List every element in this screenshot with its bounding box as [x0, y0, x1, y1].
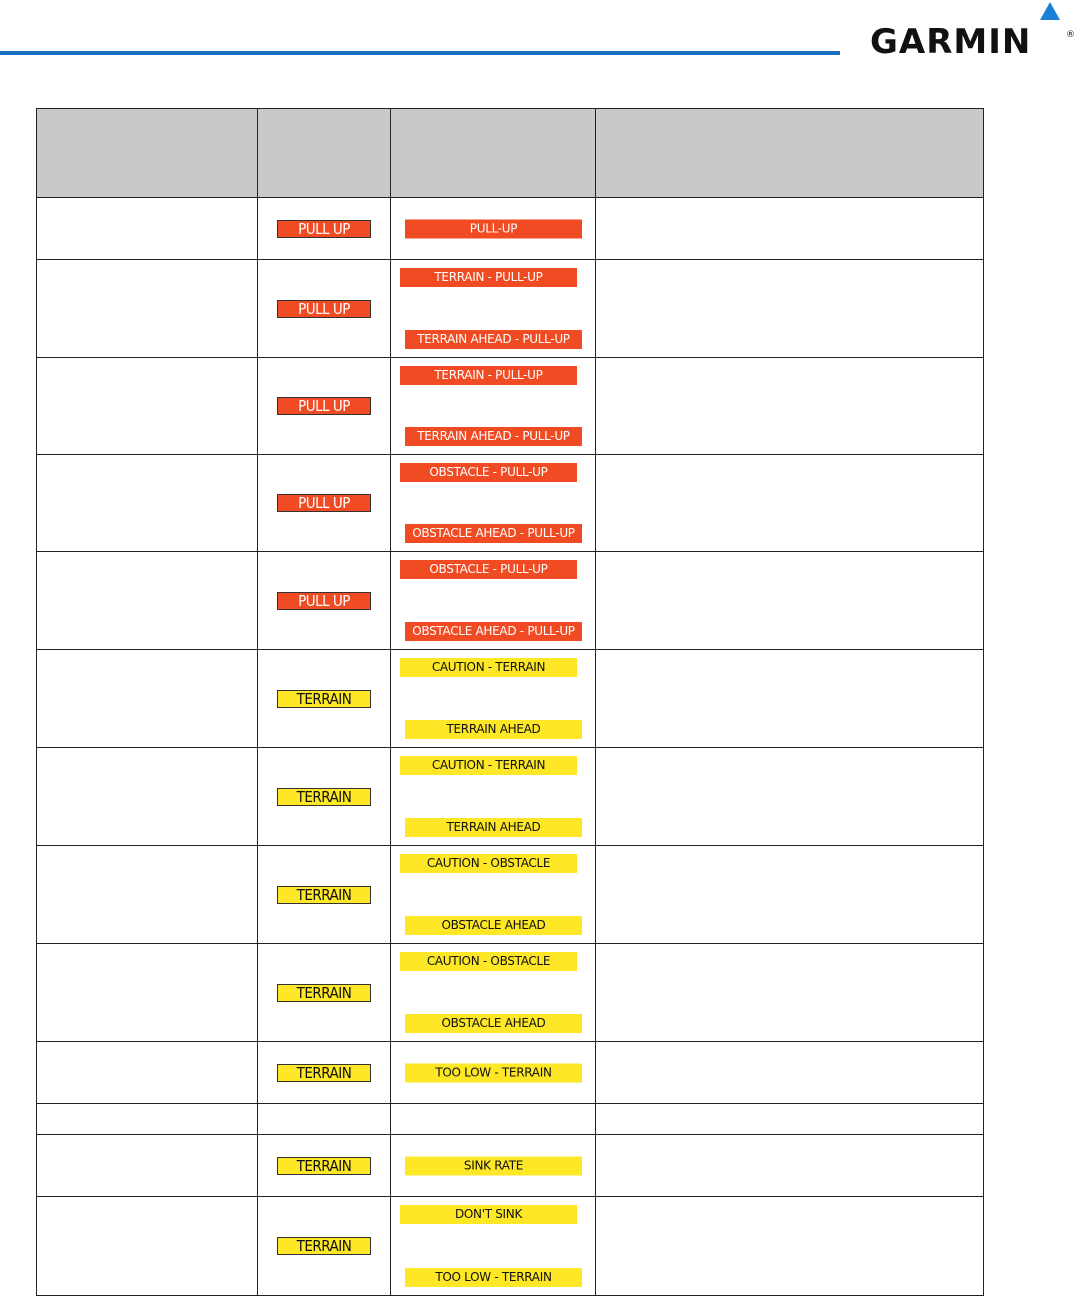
- mfd-alert-banner: OBSTACLE AHEAD - PULL-UP: [405, 622, 582, 641]
- alert-type-cell: [37, 650, 258, 748]
- pfd-annunciation-cell: [258, 1042, 391, 1104]
- table-row: [37, 1104, 984, 1135]
- table-row: [37, 455, 984, 552]
- alert-type-cell: [37, 944, 258, 1042]
- pfd-annunciation-cell: [258, 846, 391, 944]
- alert-type-cell: [37, 1135, 258, 1197]
- mfd-alert-banner: DON'T SINK: [400, 1205, 577, 1224]
- pfd-annunciation-cell: [258, 1135, 391, 1197]
- pfd-annunciation: PULL UP: [277, 494, 371, 512]
- mfd-pop-up-cell: [391, 455, 596, 552]
- alert-type-cell: [37, 1197, 258, 1296]
- header-rule: [0, 51, 840, 55]
- pfd-annunciation: TERRAIN: [277, 984, 371, 1002]
- pfd-annunciation-cell: [258, 260, 391, 358]
- mfd-pop-up-cell: [391, 198, 596, 260]
- pfd-annunciation-cell: [258, 1104, 391, 1135]
- mfd-alert-banner: TERRAIN - PULL-UP: [400, 268, 577, 287]
- table-row: [37, 944, 984, 1042]
- header-cell-voice-alert: [596, 109, 984, 198]
- mfd-pop-up-cell: [391, 552, 596, 650]
- mfd-alert-banner: CAUTION - TERRAIN: [400, 658, 577, 677]
- table-header-row: [37, 109, 984, 198]
- pfd-annunciation: PULL UP: [277, 220, 371, 238]
- mfd-alert-banner: TERRAIN AHEAD: [405, 818, 582, 837]
- table-row: [37, 846, 984, 944]
- pfd-annunciation: TERRAIN: [277, 788, 371, 806]
- mfd-alert-banner: OBSTACLE - PULL-UP: [400, 463, 577, 482]
- alert-type-cell: [37, 1042, 258, 1104]
- alert-type-cell: [37, 260, 258, 358]
- table-row: [37, 198, 984, 260]
- mfd-pop-up-cell: [391, 1042, 596, 1104]
- pfd-annunciation-cell: [258, 748, 391, 846]
- alert-type-cell: [37, 1104, 258, 1135]
- voice-alert-cell: [596, 944, 984, 1042]
- voice-alert-cell: [596, 846, 984, 944]
- pfd-annunciation-cell: [258, 552, 391, 650]
- alert-type-cell: [37, 358, 258, 455]
- mfd-alert-banner: TERRAIN AHEAD: [405, 720, 582, 739]
- mfd-alert-banner: TOO LOW - TERRAIN: [405, 1063, 582, 1082]
- mfd-alert-banner: OBSTACLE AHEAD - PULL-UP: [405, 524, 582, 543]
- pfd-annunciation-cell: [258, 198, 391, 260]
- pfd-annunciation-cell: [258, 455, 391, 552]
- mfd-pop-up-cell: [391, 260, 596, 358]
- pfd-annunciation: PULL UP: [277, 300, 371, 318]
- mfd-pop-up-cell: [391, 1135, 596, 1197]
- voice-alert-cell: [596, 1104, 984, 1135]
- alert-type-cell: [37, 748, 258, 846]
- mfd-alert-banner: OBSTACLE AHEAD: [405, 1014, 582, 1033]
- mfd-alert-banner: OBSTACLE AHEAD: [405, 916, 582, 935]
- mfd-alert-banner: TERRAIN AHEAD - PULL-UP: [405, 330, 582, 349]
- alert-type-cell: [37, 552, 258, 650]
- mfd-alert-banner: TERRAIN - PULL-UP: [400, 366, 577, 385]
- pfd-annunciation: TERRAIN: [277, 886, 371, 904]
- pfd-annunciation: PULL UP: [277, 397, 371, 415]
- logo-triangle-icon: [1040, 2, 1060, 20]
- pfd-annunciation: TERRAIN: [277, 1237, 371, 1255]
- pfd-annunciation-cell: [258, 1197, 391, 1296]
- header-cell-alert-type: [37, 109, 258, 198]
- table-row: [37, 650, 984, 748]
- header-cell-pfd-annunciation: [258, 109, 391, 198]
- mfd-pop-up-cell: [391, 358, 596, 455]
- voice-alert-cell: [596, 552, 984, 650]
- pfd-annunciation-cell: [258, 358, 391, 455]
- mfd-alert-banner: TOO LOW - TERRAIN: [405, 1268, 582, 1287]
- pfd-annunciation: PULL UP: [277, 592, 371, 610]
- mfd-pop-up-cell: [391, 944, 596, 1042]
- pfd-annunciation: TERRAIN: [277, 1064, 371, 1082]
- mfd-alert-banner: CAUTION - OBSTACLE: [400, 952, 577, 971]
- voice-alert-cell: [596, 358, 984, 455]
- mfd-alert-banner: PULL-UP: [405, 219, 582, 238]
- voice-alert-cell: [596, 1197, 984, 1296]
- mfd-pop-up-cell: [391, 1197, 596, 1296]
- table-row: [37, 358, 984, 455]
- registered-mark: ®: [1066, 30, 1075, 40]
- table-row: [37, 260, 984, 358]
- mfd-pop-up-cell: [391, 846, 596, 944]
- voice-alert-cell: [596, 748, 984, 846]
- mfd-pop-up-cell: [391, 1104, 596, 1135]
- mfd-alert-banner: CAUTION - TERRAIN: [400, 756, 577, 775]
- voice-alert-cell: [596, 1135, 984, 1197]
- voice-alert-cell: [596, 1042, 984, 1104]
- mfd-pop-up-cell: [391, 650, 596, 748]
- mfd-alert-banner: SINK RATE: [405, 1156, 582, 1175]
- header-cell-mfd-pop-up: [391, 109, 596, 198]
- table-row: [37, 748, 984, 846]
- alert-table: [36, 108, 984, 1296]
- voice-alert-cell: [596, 455, 984, 552]
- table-body: [37, 198, 984, 1296]
- table-row: [37, 1197, 984, 1296]
- mfd-alert-banner: CAUTION - OBSTACLE: [400, 854, 577, 873]
- alert-type-cell: [37, 198, 258, 260]
- voice-alert-cell: [596, 198, 984, 260]
- pfd-annunciation: TERRAIN: [277, 1157, 371, 1175]
- pfd-annunciation: TERRAIN: [277, 690, 371, 708]
- table-row: [37, 1135, 984, 1197]
- alert-type-cell: [37, 455, 258, 552]
- table-row: [37, 552, 984, 650]
- voice-alert-cell: [596, 260, 984, 358]
- mfd-alert-banner: OBSTACLE - PULL-UP: [400, 560, 577, 579]
- mfd-pop-up-cell: [391, 748, 596, 846]
- garmin-logo: [870, 22, 1075, 62]
- logo-text: GARMIN: [870, 22, 1032, 62]
- pfd-annunciation-cell: [258, 944, 391, 1042]
- voice-alert-cell: [596, 650, 984, 748]
- pfd-annunciation-cell: [258, 650, 391, 748]
- table-row: [37, 1042, 984, 1104]
- mfd-alert-banner: TERRAIN AHEAD - PULL-UP: [405, 427, 582, 446]
- alert-type-cell: [37, 846, 258, 944]
